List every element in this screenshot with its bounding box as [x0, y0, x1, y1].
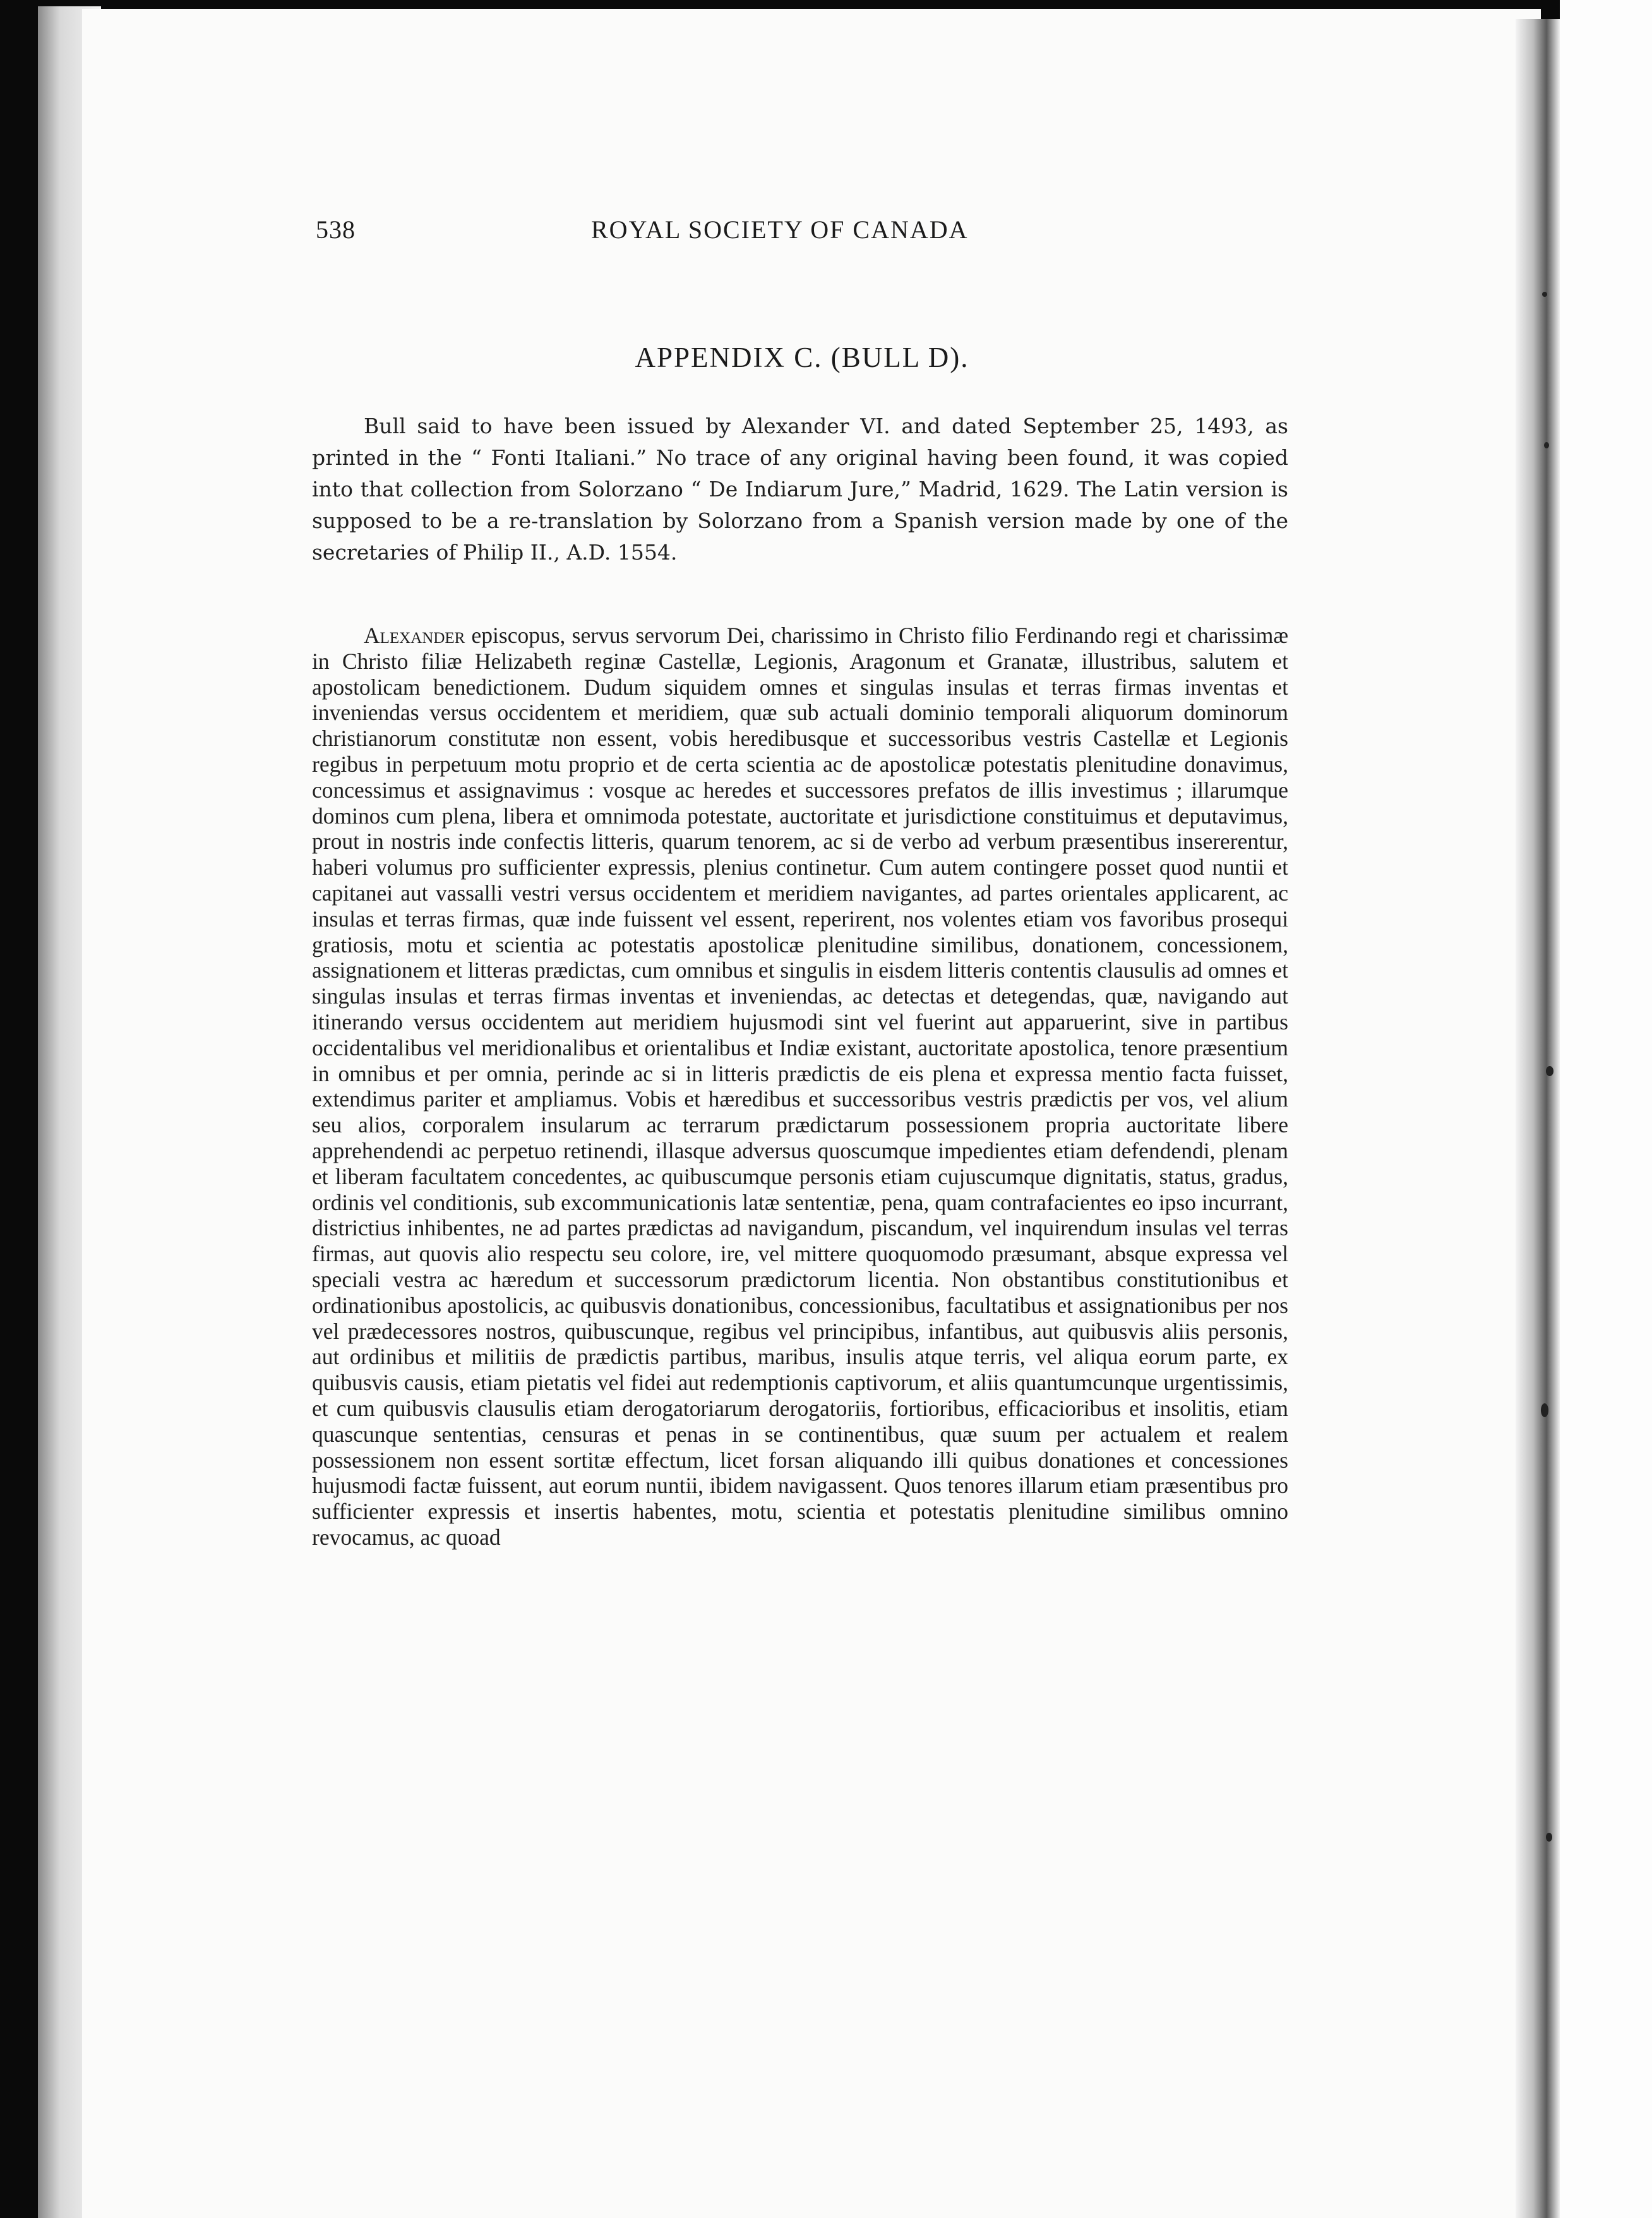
scan-speck — [1546, 1833, 1552, 1842]
right-page-edge — [1516, 19, 1560, 2218]
running-title: ROYAL SOCIETY OF CANADA — [591, 215, 969, 244]
page-number: 538 — [316, 215, 356, 244]
scan-speck — [1541, 1403, 1548, 1417]
scan-speck — [1542, 292, 1547, 297]
scan-speck — [1544, 442, 1549, 448]
right-margin-blank — [1560, 0, 1652, 2218]
appendix-heading: APPENDIX C. (BULL D). — [635, 342, 969, 373]
latin-body: episcopus, servus servorum Dei, charissimo in Christo filio Ferdinando regi et charissimæ in Christo filiæ Helizabeth reginæ Castellæ, Legionis, Aragonum et Granatæ, illustribus, salutem et apostolicam benedictionem. Dudum siquidem omnes et singulas insulas et terras firmas inventas et inveniendas versus occidentem et meridiem, quæ sub actuali dominio temporali aliquorum dominorum christianorum constitutæ non essent, vobis heredibusque et successoribus vestris Castellæ et Legionis regibus in perpetuum motu proprio et de certa scientia ac de apostolicæ potestatis plenitudine donavimus, concessimus et assignavimus : vosque ac heredes et successores prefatos de illis investimus ; illarumque dominos cum plena, libera et omnimoda potestate, auctoritate et jurisdictione constituimus et deputavimus, prout in nostris inde confectis litteris, quarum tenorem, ac si de verbo ad verbum præsentibus insererentur, haberi volumus pro sufficienter expressis, plenius continetur. Cum autem contingere posset quod nuntii et capitanei aut vassalli vestri versus occidentem et meridiem navigantes, ad partes orientales applicarent, ac insulas et terras firmas, quæ inde fuissent vel essent, reperirent, nos volentes etiam vos favoribus prosequi gratiosis, motu et scientia ac potestatis apostolicæ plenitudine similibus, donationem, concessionem, assignationem et litteras prædictas, cum omnibus et singulis in eisdem litteris contentis clausulis ad omnes et singulas insulas et terras firmas inventas et inveniendas, ac detectas et detegendas, quæ, navigando aut itinerando versus occidentem aut meridiem hujusmodi sint vel fuerint aut apparuerint, sive in partibus occidentalibus vel meridionalibus et orientalibus et Indiæ existant, auctoritate apostolica, tenore præsentium in omnibus et per omnia, perinde ac si in litteris prædictis de eis plena et expressa mentio facta fuisset, extendimus pariter et ampliamus. Vobis et hæredibus et successoribus vestris prædictis per vos, vel alium seu alios, corporalem insularum ac terrarum prædictarum possessionem propria auctoritate libere apprehendendi ac perpetuo retinendi, illasque adversus quoscumque impedientes etiam defendendi, plenam et liberam facultatem concedentes, ac quibuscumque personis etiam cujuscumque dignitatis, status, gradus, ordinis vel conditionis, sub excommunicationis latæ sententiæ, pena, quam contrafacientes eo ipso incurrant, districtius inhibentes, ne ad partes prædictas ad navigandum, piscandum, vel inquirendum insulas vel terras firmas, aut quovis alio respectu seu colore, ire, vel mittere quoquomodo præsumant, absque expressa vel speciali vestra ac hæredum et successorum prædictorum licentia. Non obstantibus constitutionibus et ordinationibus apostolicis, ac quibusvis donationibus, concessionibus, facultatibus et assignationibus per nos vel prædecessores nostros, quibuscunque, regibus vel principibus, infantibus, aut quibusvis aliis personis, aut ordinibus et militiis de prædictis partibus, maribus, insulis atque terris, vel aliqua eorum parte, ex quibusvis causis, etiam pietatis vel fidei aut redemptionis captivorum, et aliis quantumcunque urgentissimis, et cum quibusvis clausulis etiam derogatoriarum derogatoriis, fortioribus, efficacioribus et insolitis, etiam quascunque sententias, censuras et penas in se continentibus, quæ suum per actualem et realem possessionem non essent sortitæ effectum, licet forsan aliquando illi quibus donationes et concessiones hujusmodi factæ fuissent, aut eorum nuntii, ibidem navigassent. Quos tenores illarum etiam præsentibus pro sufficienter expressis et insertis habentes, motu, scientia et potestatis plenitudine similibus omnino revocamus, ac quoad — [312, 623, 1288, 1550]
intro-paragraph: Bull said to have been issued by Alexander VI. and dated September 25, 1493, as printed in the “ Fonti Italiani.” No trace of any original having been found, it was copied into that collection from Solorzano “ De Indiarum Jure,” Madrid, 1629. The Latin version is supposed to be a re-translation by Solorzano from a Spanish version made by one of the secretaries of Philip II., A.D. 1554. — [312, 414, 1288, 565]
scan-speck — [1546, 1066, 1553, 1076]
running-head — [316, 215, 1238, 253]
latin-opening-word: Alexander — [364, 623, 465, 648]
latin-bull-text — [312, 623, 1288, 1550]
